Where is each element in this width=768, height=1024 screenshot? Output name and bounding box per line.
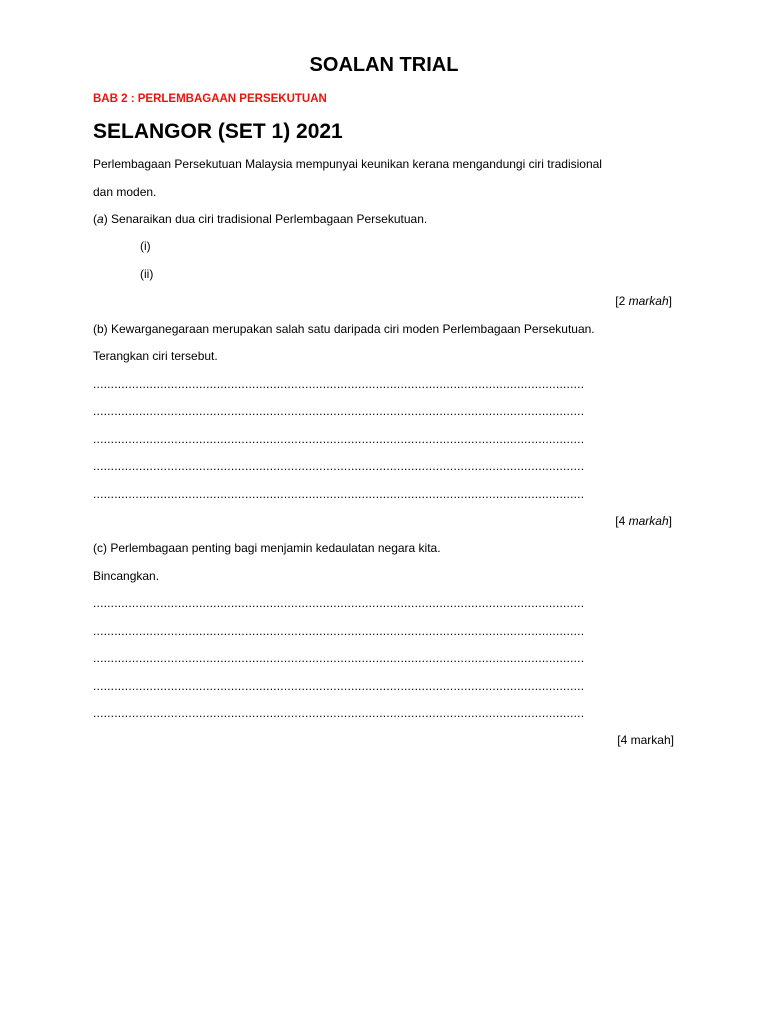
question-a bbox=[93, 211, 427, 227]
marks-b-word: markah bbox=[628, 514, 669, 528]
question-c: (c) Perlembagaan penting bagi menjamin kedaulatan negara kita. bbox=[93, 541, 441, 555]
instruction-c: Bincangkan. bbox=[93, 569, 160, 583]
instruction-b: Terangkan ciri tersebut. bbox=[93, 349, 218, 363]
answer-line-b-5: ........................................................................................................................................... bbox=[93, 487, 585, 501]
marks-b-open: [4 bbox=[615, 514, 629, 528]
answer-line-b-4: ........................................................................................................................................... bbox=[93, 459, 585, 473]
section-heading: SELANGOR (SET 1) 2021 bbox=[93, 120, 343, 143]
question-b: (b) Kewarganegaraan merupakan salah satu daripada ciri moden Perlembagaan Persekutuan. bbox=[93, 322, 595, 336]
answer-line-c-2: ........................................................................................................................................... bbox=[93, 624, 585, 638]
answer-line-b-2: ........................................................................................................................................... bbox=[93, 404, 585, 418]
answer-line-b-3: ........................................................................................................................................... bbox=[93, 432, 585, 446]
intro-line-2: dan moden. bbox=[93, 185, 157, 199]
answer-line-c-1: ........................................................................................................................................... bbox=[93, 596, 585, 610]
marks-a bbox=[615, 293, 672, 309]
marks-b-close: ] bbox=[668, 514, 672, 528]
marks-b bbox=[615, 513, 672, 529]
answer-line-c-4: ........................................................................................................................................... bbox=[93, 679, 585, 693]
answer-item-ii: (ii) bbox=[140, 267, 154, 281]
chapter-label: BAB 2 : PERLEMBAGAAN PERSEKUTUAN bbox=[93, 93, 327, 105]
marks-c: [4 markah] bbox=[617, 733, 674, 747]
answer-line-c-3: ........................................................................................................................................... bbox=[93, 651, 585, 665]
question-a-label-open: ( bbox=[93, 212, 97, 226]
marks-a-close: ] bbox=[668, 294, 672, 308]
question-a-text: Senaraikan dua ciri tradisional Perlembagaan Persekutuan. bbox=[107, 212, 428, 226]
intro-line-1: Perlembagaan Persekutuan Malaysia mempunyai keunikan kerana mengandungi ciri tradisional bbox=[93, 157, 602, 171]
answer-item-i: (i) bbox=[140, 239, 151, 253]
marks-a-open: [2 bbox=[615, 294, 629, 308]
marks-a-word: markah bbox=[628, 294, 669, 308]
question-a-letter: a bbox=[97, 212, 104, 226]
page-title: SOALAN TRIAL bbox=[309, 54, 459, 76]
answer-line-b-1: ........................................................................................................................................... bbox=[93, 377, 585, 391]
question-a-label-close: ) bbox=[103, 212, 108, 226]
answer-line-c-5: ........................................................................................................................................... bbox=[93, 706, 585, 720]
